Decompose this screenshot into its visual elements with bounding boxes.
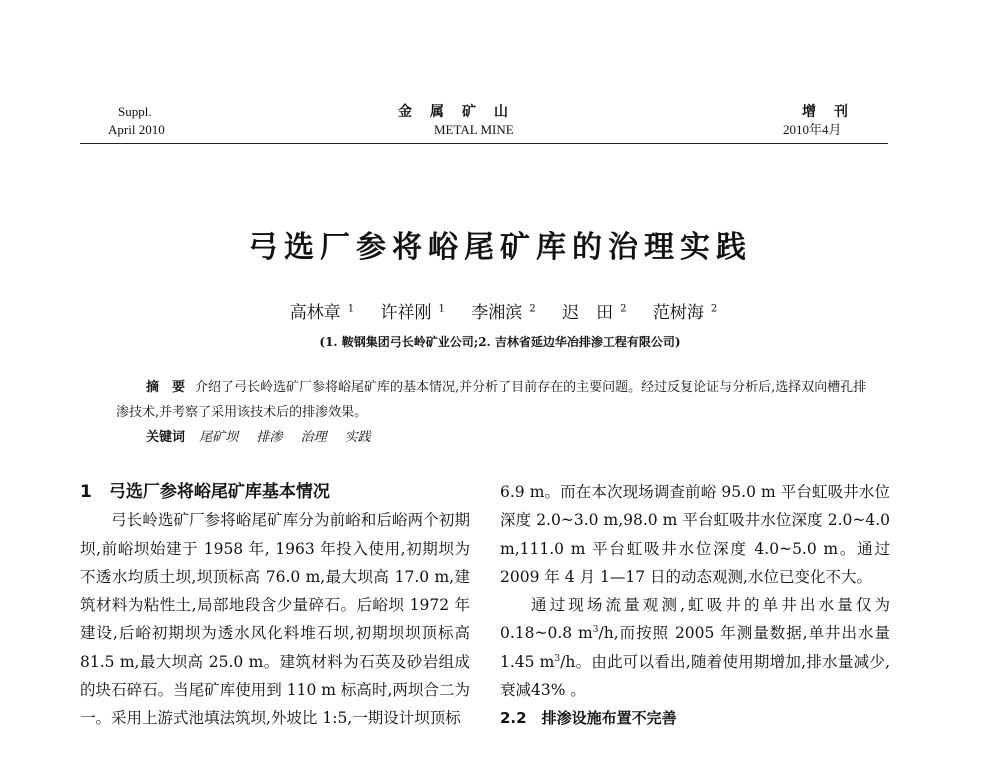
header-journal-cn: 金属矿山 — [398, 104, 526, 120]
keyword: 尾矿坝 — [199, 430, 239, 445]
abstract — [116, 375, 868, 425]
abstract-text: 介绍了弓长岭选矿厂参将峪尾矿库的基本情况,并分析了目前存在的主要问题。经过反复论证与分析后,选择双向槽孔排渗技术,并考察了采用该技术后的排渗效果。 — [116, 380, 867, 420]
header-date-en: April 2010 — [108, 122, 165, 137]
affiliations: (1. 鞍钢集团弓长岭矿业公司;2. 吉林省延边华冶排渗工程有限公司) — [319, 335, 681, 349]
header-suppl: Suppl. — [118, 104, 152, 119]
author: 许祥刚 $^1$ — [380, 303, 445, 323]
body-paragraph: 通过现场流量观测,虹吸井的单井出水量仅为 0.18~0.8 $m^3/h$,而按照 2005 年测量数据,单井出水量 1.45 $m^3/h$。由此可以看出,随着使用期增加,排水量减少,衰减43% 。 — [500, 596, 890, 700]
paper-title: 弓选厂参将峪尾矿库的治理实践 — [248, 230, 752, 265]
author: 范树海 $^2$ — [652, 303, 718, 323]
subsection-heading: 2.2 排渗设施布置不完善 — [500, 709, 677, 728]
header-supplement-cn: 增刊 — [802, 104, 866, 120]
body-paragraph: 6.9 m。而在本次现场调查前峪 95.0 m 平台虹吸井水位深度 2.0~3.0 m,98.0 m 平台虹吸井水位深度 2.0~4.0 m,111.0 m 平台虹吸井水位深度 4.0~5.0 m。通过 2009 年 4 月 1—17 日的动态观测,水位已变化不大。 — [500, 483, 890, 586]
section-heading: 1 弓选厂参将峪尾矿库基本情况 — [80, 482, 330, 502]
body-paragraph: 弓长岭选矿厂参将峪尾矿库分为前峪和后峪两个初期坝,前峪坝始建于 1958 年, 1963 年投入使用,初期坝为不透水均质土坝,坝顶标高 76.0 m,最大坝高 17.0 m,建筑材料为粘性土,局部地段含少量碎石。后峪坝 1972 年建设,后峪初期坝为透水风化料堆石坝,初期坝坝顶标高 81.5 m,最大坝高 25.0 m。建筑材料为石英及砂岩组成的块石碎石。当尾矿库使用到 110 m 标高时,两坝合二为一。采用上游式池填法筑坝,外坡比 1:5,一期设计坝顶标 — [80, 511, 470, 728]
keyword: 治理 — [300, 430, 327, 445]
keyword: 排渗 — [256, 430, 283, 445]
author-list — [0, 298, 1000, 323]
keyword: 实践 — [344, 430, 371, 445]
body-column-right — [500, 478, 890, 733]
author: 李湘滨 $^2$ — [471, 303, 536, 323]
body-column-left — [80, 478, 470, 733]
header-rule — [80, 143, 888, 144]
keywords — [146, 426, 385, 445]
keywords-label: 关键词 — [146, 430, 186, 445]
abstract-label: 摘 要 — [146, 380, 186, 395]
header-journal-en: METAL MINE — [434, 122, 514, 137]
header-date-cn: 2010年4月 — [783, 122, 842, 137]
author: 高林章 $^1$ — [289, 303, 355, 323]
author: 迟 田 $^2$ — [562, 303, 627, 323]
